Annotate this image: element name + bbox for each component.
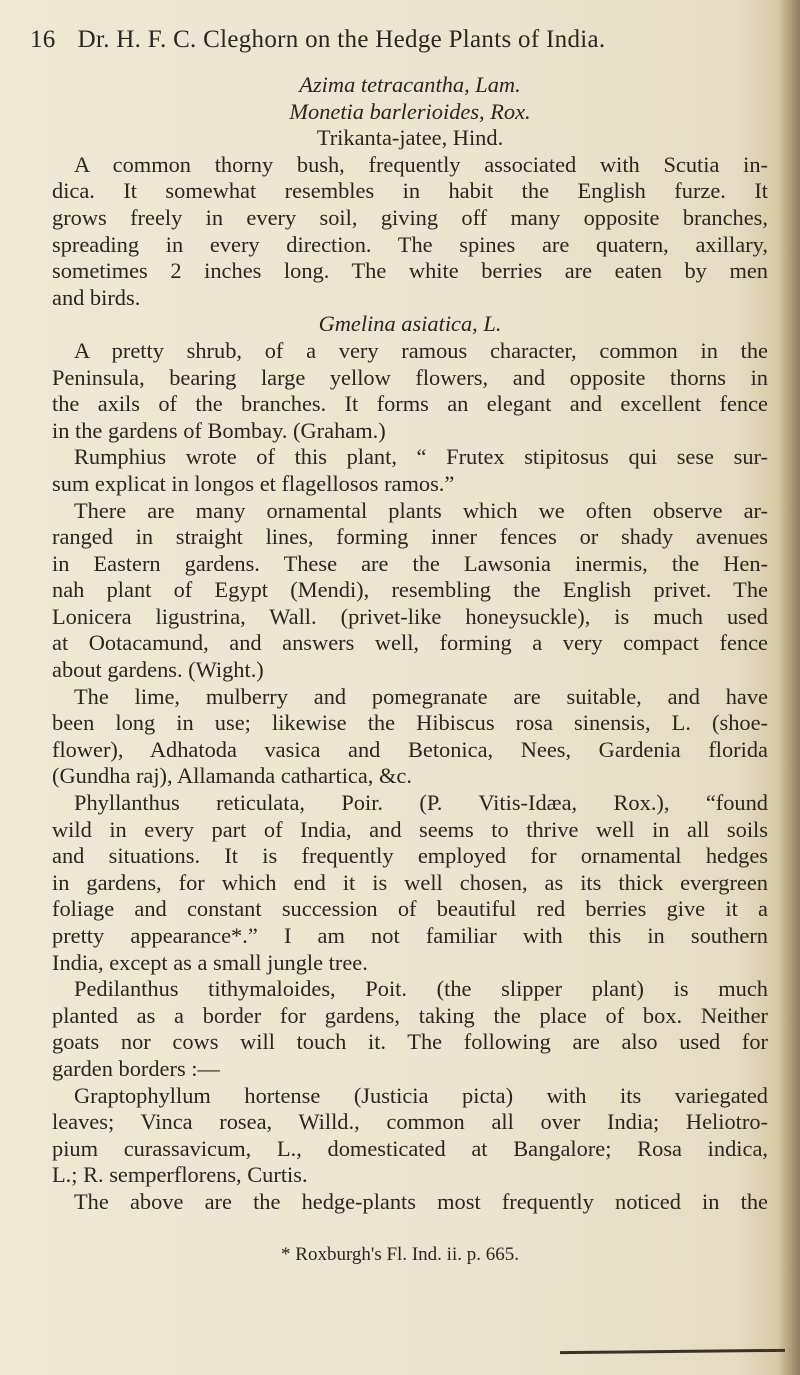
text-line: the axils of the branches. It forms an elegant and excellent fence xyxy=(52,391,768,417)
page-edge-shadow xyxy=(778,0,800,1375)
text-line: L.; R. semperflorens, Curtis. xyxy=(52,1162,308,1188)
species-heading: Azima tetracantha, Lam. xyxy=(299,72,521,97)
text-line: in Eastern gardens. These are the Lawsonia inermis, the Hen- xyxy=(52,550,768,576)
species-synonym: Monetia barlerioides, Rox. xyxy=(289,98,531,124)
text-line: at Ootacamund, and answers well, forming a very compact fence xyxy=(52,630,768,656)
text-line: in the gardens of Bombay. (Graham.) xyxy=(52,417,386,443)
text-line: sum explicat in longos et flagellosos ramos.” xyxy=(52,470,455,496)
text-line: There are many ornamental plants which we often observe ar- xyxy=(74,497,768,523)
text-line: pretty appearance*.” I am not familiar with this in southern xyxy=(52,923,768,948)
text-line: The lime, mulberry and pomegranate are suitable, and have xyxy=(74,683,768,709)
text-line: sometimes 2 inches long. The white berries are eaten by men xyxy=(52,258,768,284)
footnote: * Roxburgh's Fl. Ind. ii. p. 665. xyxy=(281,1244,519,1265)
text-line: and birds. xyxy=(52,284,141,310)
text-line: A pretty shrub, of a very ramous character, common in the xyxy=(74,337,768,363)
text-line: Peninsula, bearing large yellow flowers, and opposite thorns in xyxy=(52,364,768,390)
species-heading: Gmelina asiatica, L. xyxy=(318,311,502,337)
body-text xyxy=(52,72,768,1216)
text-line: Lonicera ligustrina, Wall. (privet-like honeysuckle), is much used xyxy=(52,603,768,629)
text-line: goats nor cows will touch it. The following are also used for xyxy=(52,1029,768,1055)
text-line: ranged in straight lines, forming inner fences or shady avenues xyxy=(52,524,768,550)
text-line: Graptophyllum hortense (Justicia picta) with its variegated xyxy=(74,1082,768,1108)
vernacular-name: Trikanta-jatee, Hind. xyxy=(316,125,504,151)
text-line: India, except as a small jungle tree. xyxy=(52,949,368,975)
text-line: pium curassavicum, L., domesticated at Bangalore; Rosa indica, xyxy=(52,1135,768,1161)
text-line: been long in use; likewise the Hibiscus rosa sinensis, L. (shoe- xyxy=(52,710,768,736)
text-line: and situations. It is frequently employed for ornamental hedges xyxy=(52,843,768,869)
text-line: The above are the hedge-plants most frequently noticed in the xyxy=(74,1188,768,1214)
text-line: Pedilanthus tithymaloides, Poit. (the slipper plant) is much xyxy=(74,976,768,1002)
text-line: dica. It somewhat resembles in habit the English furze. It xyxy=(52,178,768,204)
text-line: wild in every part of India, and seems to thrive well in all soils xyxy=(52,816,768,842)
page-number: 16 xyxy=(30,26,56,53)
text-line: garden borders :— xyxy=(52,1055,220,1081)
running-head xyxy=(30,26,770,54)
text-line: nah plant of Egypt (Mendi), resembling the English privet. The xyxy=(52,577,768,603)
text-line: spreading in every direction. The spines are quatern, axillary, xyxy=(52,231,768,257)
text-line: grows freely in every soil, giving off many opposite branches, xyxy=(52,204,768,230)
running-title: Dr. H. F. C. Cleghorn on the Hedge Plants of India. xyxy=(77,26,606,53)
text-line: (Gundha raj), Allamanda cathartica, &c. xyxy=(52,763,412,789)
text-line: A common thorny bush, frequently associated with Scutia in- xyxy=(74,151,768,177)
text-line: foliage and constant succession of beautiful red berries give it a xyxy=(52,896,768,922)
text-line: flower), Adhatoda vasica and Betonica, Nees, Gardenia florida xyxy=(52,736,768,762)
text-line: Rumphius wrote of this plant, “ Frutex stipitosus qui sese sur- xyxy=(74,444,768,470)
text-line: leaves; Vinca rosea, Willd., common all over India; Heliotro- xyxy=(52,1109,768,1135)
text-line: Phyllanthus reticulata, Poir. (P. Vitis-Idæa, Rox.), “found xyxy=(74,790,768,816)
text-line: in gardens, for which end it is well chosen, as its thick evergreen xyxy=(52,869,768,895)
text-line: about gardens. (Wight.) xyxy=(52,657,264,683)
text-line: planted as a border for gardens, taking the place of box. Neither xyxy=(52,1002,768,1028)
